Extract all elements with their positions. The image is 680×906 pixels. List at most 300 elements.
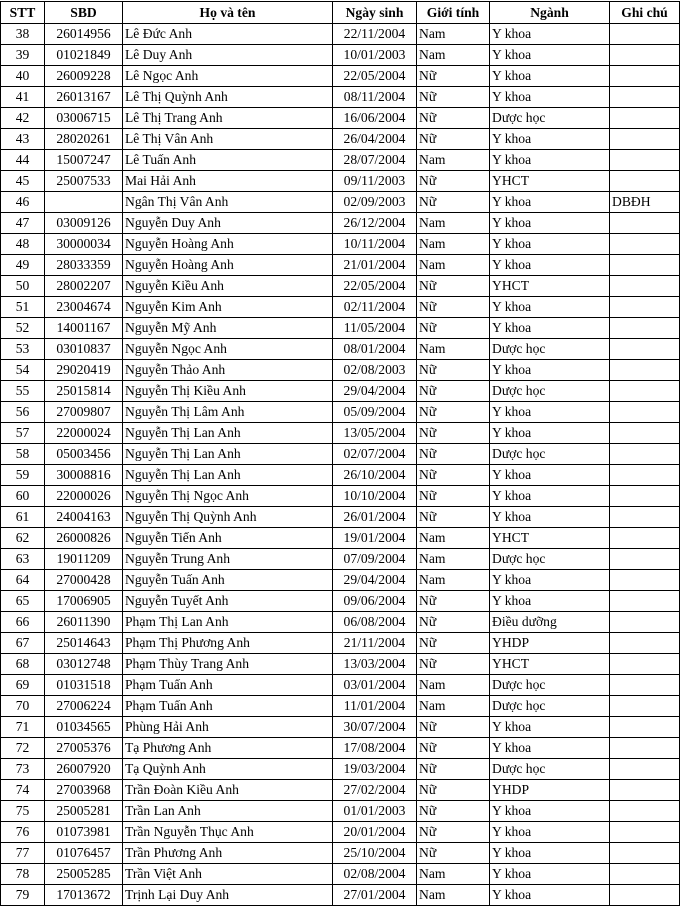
- header-major: Ngành: [490, 2, 610, 24]
- cell-major: Y khoa: [490, 843, 610, 864]
- cell-note: [610, 66, 680, 87]
- cell-sbd: 25005281: [45, 801, 123, 822]
- table-row: [1, 591, 680, 612]
- cell-full-name: Trần Phương Anh: [123, 843, 333, 864]
- table-row: [1, 801, 680, 822]
- cell-stt: 39: [1, 45, 45, 66]
- table-row: [1, 318, 680, 339]
- cell-full-name: Tạ Quỳnh Anh: [123, 759, 333, 780]
- cell-full-name: Nguyễn Ngọc Anh: [123, 339, 333, 360]
- cell-note: [610, 549, 680, 570]
- table-row: [1, 423, 680, 444]
- cell-birth-date: 06/08/2004: [333, 612, 417, 633]
- cell-note: [610, 444, 680, 465]
- cell-birth-date: 26/04/2004: [333, 129, 417, 150]
- table-row: [1, 780, 680, 801]
- cell-birth-date: 27/01/2004: [333, 885, 417, 906]
- cell-sbd: 01021849: [45, 45, 123, 66]
- cell-sbd: 28020261: [45, 129, 123, 150]
- cell-birth-date: 17/08/2004: [333, 738, 417, 759]
- cell-sbd: 01034565: [45, 717, 123, 738]
- cell-sbd: 26013167: [45, 87, 123, 108]
- cell-full-name: Lê Thị Quỳnh Anh: [123, 87, 333, 108]
- cell-sbd: 26000826: [45, 528, 123, 549]
- cell-stt: 73: [1, 759, 45, 780]
- cell-birth-date: 07/09/2004: [333, 549, 417, 570]
- cell-major: Y khoa: [490, 45, 610, 66]
- cell-sbd: 28002207: [45, 276, 123, 297]
- cell-stt: 70: [1, 696, 45, 717]
- cell-full-name: Lê Duy Anh: [123, 45, 333, 66]
- cell-stt: 51: [1, 297, 45, 318]
- cell-note: [610, 759, 680, 780]
- cell-gender: Nữ: [417, 801, 490, 822]
- cell-full-name: Phạm Thùy Trang Anh: [123, 654, 333, 675]
- table-row: [1, 108, 680, 129]
- cell-gender: Nữ: [417, 591, 490, 612]
- table-row: [1, 297, 680, 318]
- cell-major: Y khoa: [490, 24, 610, 45]
- cell-full-name: Nguyễn Thảo Anh: [123, 360, 333, 381]
- table-row: [1, 570, 680, 591]
- cell-sbd: 05003456: [45, 444, 123, 465]
- cell-gender: Nữ: [417, 318, 490, 339]
- cell-gender: Nữ: [417, 780, 490, 801]
- cell-full-name: Nguyễn Thị Lan Anh: [123, 444, 333, 465]
- cell-major: YHCT: [490, 654, 610, 675]
- cell-stt: 55: [1, 381, 45, 402]
- cell-birth-date: 09/11/2003: [333, 171, 417, 192]
- cell-full-name: Trần Nguyễn Thục Anh: [123, 822, 333, 843]
- cell-birth-date: 26/01/2004: [333, 507, 417, 528]
- table-row: [1, 381, 680, 402]
- cell-gender: Nữ: [417, 297, 490, 318]
- cell-gender: Nữ: [417, 402, 490, 423]
- cell-full-name: Nguyễn Thị Quỳnh Anh: [123, 507, 333, 528]
- cell-birth-date: 28/07/2004: [333, 150, 417, 171]
- cell-note: [610, 255, 680, 276]
- cell-full-name: Nguyễn Tuấn Anh: [123, 570, 333, 591]
- cell-major: Dược học: [490, 759, 610, 780]
- cell-gender: Nữ: [417, 822, 490, 843]
- table-row: [1, 885, 680, 906]
- cell-birth-date: 19/01/2004: [333, 528, 417, 549]
- cell-stt: 69: [1, 675, 45, 696]
- cell-birth-date: 13/05/2004: [333, 423, 417, 444]
- cell-note: DBĐH: [610, 192, 680, 213]
- cell-sbd: 01073981: [45, 822, 123, 843]
- cell-birth-date: 29/04/2004: [333, 381, 417, 402]
- cell-full-name: Phạm Tuấn Anh: [123, 675, 333, 696]
- cell-gender: Nữ: [417, 66, 490, 87]
- cell-gender: Nữ: [417, 507, 490, 528]
- cell-stt: 58: [1, 444, 45, 465]
- table-row: [1, 843, 680, 864]
- cell-major: Dược học: [490, 108, 610, 129]
- cell-sbd: 25007533: [45, 171, 123, 192]
- table-row: [1, 507, 680, 528]
- cell-full-name: Trần Việt Anh: [123, 864, 333, 885]
- cell-stt: 76: [1, 822, 45, 843]
- cell-full-name: Nguyễn Thị Lan Anh: [123, 423, 333, 444]
- cell-full-name: Lê Thị Vân Anh: [123, 129, 333, 150]
- table-row: [1, 66, 680, 87]
- table-row: [1, 675, 680, 696]
- cell-gender: Nam: [417, 885, 490, 906]
- cell-full-name: Nguyễn Thị Lâm Anh: [123, 402, 333, 423]
- cell-gender: Nữ: [417, 192, 490, 213]
- cell-stt: 62: [1, 528, 45, 549]
- cell-full-name: Tạ Phương Anh: [123, 738, 333, 759]
- cell-note: [610, 465, 680, 486]
- cell-gender: Nữ: [417, 717, 490, 738]
- cell-birth-date: 10/11/2004: [333, 234, 417, 255]
- cell-note: [610, 801, 680, 822]
- cell-sbd: 19011209: [45, 549, 123, 570]
- cell-sbd: 22000024: [45, 423, 123, 444]
- cell-major: Y khoa: [490, 570, 610, 591]
- cell-note: [610, 423, 680, 444]
- cell-full-name: Nguyễn Thị Ngọc Anh: [123, 486, 333, 507]
- table-row: [1, 654, 680, 675]
- cell-stt: 59: [1, 465, 45, 486]
- cell-birth-date: 02/11/2004: [333, 297, 417, 318]
- cell-stt: 45: [1, 171, 45, 192]
- cell-birth-date: 21/11/2004: [333, 633, 417, 654]
- cell-full-name: Trần Đoàn Kiều Anh: [123, 780, 333, 801]
- cell-gender: Nữ: [417, 108, 490, 129]
- cell-birth-date: 08/01/2004: [333, 339, 417, 360]
- cell-major: Dược học: [490, 339, 610, 360]
- cell-sbd: 26009228: [45, 66, 123, 87]
- cell-full-name: Lê Ngọc Anh: [123, 66, 333, 87]
- cell-stt: 42: [1, 108, 45, 129]
- header-row: [1, 2, 680, 24]
- cell-gender: Nam: [417, 528, 490, 549]
- cell-major: Y khoa: [490, 423, 610, 444]
- cell-note: [610, 822, 680, 843]
- cell-major: YHCT: [490, 276, 610, 297]
- cell-gender: Nam: [417, 864, 490, 885]
- cell-stt: 64: [1, 570, 45, 591]
- cell-gender: Nam: [417, 549, 490, 570]
- cell-gender: Nam: [417, 24, 490, 45]
- table-row: [1, 87, 680, 108]
- cell-stt: 50: [1, 276, 45, 297]
- cell-major: Y khoa: [490, 87, 610, 108]
- cell-sbd: 25014643: [45, 633, 123, 654]
- cell-sbd: 27006224: [45, 696, 123, 717]
- cell-note: [610, 843, 680, 864]
- header-note: Ghi chú: [610, 2, 680, 24]
- cell-major: Y khoa: [490, 885, 610, 906]
- table-row: [1, 45, 680, 66]
- cell-gender: Nữ: [417, 381, 490, 402]
- cell-major: Dược học: [490, 444, 610, 465]
- cell-sbd: 17006905: [45, 591, 123, 612]
- cell-birth-date: 26/12/2004: [333, 213, 417, 234]
- table-row: [1, 738, 680, 759]
- table-row: [1, 192, 680, 213]
- table-row: [1, 612, 680, 633]
- cell-major: Y khoa: [490, 150, 610, 171]
- cell-note: [610, 570, 680, 591]
- header-sbd: SBD: [45, 2, 123, 24]
- cell-major: Y khoa: [490, 717, 610, 738]
- cell-gender: Nữ: [417, 654, 490, 675]
- cell-sbd: 30008816: [45, 465, 123, 486]
- cell-note: [610, 45, 680, 66]
- cell-sbd: 29020419: [45, 360, 123, 381]
- cell-note: [610, 738, 680, 759]
- cell-birth-date: 02/08/2004: [333, 864, 417, 885]
- cell-stt: 68: [1, 654, 45, 675]
- table-row: [1, 360, 680, 381]
- cell-note: [610, 612, 680, 633]
- cell-sbd: 27005376: [45, 738, 123, 759]
- cell-birth-date: 20/01/2004: [333, 822, 417, 843]
- cell-gender: Nam: [417, 696, 490, 717]
- table-row: [1, 633, 680, 654]
- cell-gender: Nữ: [417, 423, 490, 444]
- cell-stt: 54: [1, 360, 45, 381]
- cell-birth-date: 27/02/2004: [333, 780, 417, 801]
- cell-major: Dược học: [490, 675, 610, 696]
- cell-note: [610, 276, 680, 297]
- cell-full-name: Lê Tuấn Anh: [123, 150, 333, 171]
- cell-gender: Nữ: [417, 759, 490, 780]
- cell-sbd: 24004163: [45, 507, 123, 528]
- cell-stt: 71: [1, 717, 45, 738]
- cell-gender: Nữ: [417, 612, 490, 633]
- cell-major: YHDP: [490, 780, 610, 801]
- cell-gender: Nữ: [417, 843, 490, 864]
- cell-full-name: Mai Hải Anh: [123, 171, 333, 192]
- cell-sbd: 23004674: [45, 297, 123, 318]
- cell-birth-date: 19/03/2004: [333, 759, 417, 780]
- cell-gender: Nữ: [417, 276, 490, 297]
- cell-note: [610, 297, 680, 318]
- cell-major: Y khoa: [490, 738, 610, 759]
- cell-note: [610, 339, 680, 360]
- cell-stt: 56: [1, 402, 45, 423]
- cell-full-name: Nguyễn Duy Anh: [123, 213, 333, 234]
- cell-gender: Nam: [417, 213, 490, 234]
- table-row: [1, 150, 680, 171]
- cell-birth-date: 08/11/2004: [333, 87, 417, 108]
- cell-birth-date: 16/06/2004: [333, 108, 417, 129]
- cell-note: [610, 528, 680, 549]
- cell-stt: 79: [1, 885, 45, 906]
- table-row: [1, 171, 680, 192]
- cell-major: Y khoa: [490, 402, 610, 423]
- cell-stt: 67: [1, 633, 45, 654]
- cell-stt: 46: [1, 192, 45, 213]
- cell-note: [610, 654, 680, 675]
- cell-note: [610, 675, 680, 696]
- cell-stt: 44: [1, 150, 45, 171]
- cell-gender: Nữ: [417, 444, 490, 465]
- cell-full-name: Trịnh Lại Duy Anh: [123, 885, 333, 906]
- cell-full-name: Nguyễn Thị Kiều Anh: [123, 381, 333, 402]
- cell-full-name: Nguyễn Tiến Anh: [123, 528, 333, 549]
- cell-sbd: 17013672: [45, 885, 123, 906]
- cell-stt: 65: [1, 591, 45, 612]
- cell-note: [610, 87, 680, 108]
- cell-note: [610, 780, 680, 801]
- table-row: [1, 444, 680, 465]
- cell-sbd: 25015814: [45, 381, 123, 402]
- table-row: [1, 822, 680, 843]
- table-row: [1, 129, 680, 150]
- cell-gender: Nữ: [417, 633, 490, 654]
- cell-gender: Nam: [417, 255, 490, 276]
- table-row: [1, 717, 680, 738]
- cell-stt: 49: [1, 255, 45, 276]
- cell-full-name: Nguyễn Hoàng Anh: [123, 255, 333, 276]
- table-row: [1, 234, 680, 255]
- cell-major: Y khoa: [490, 318, 610, 339]
- cell-major: Y khoa: [490, 360, 610, 381]
- cell-note: [610, 24, 680, 45]
- cell-stt: 61: [1, 507, 45, 528]
- cell-note: [610, 402, 680, 423]
- cell-sbd: 25005285: [45, 864, 123, 885]
- cell-sbd: 22000026: [45, 486, 123, 507]
- cell-note: [610, 633, 680, 654]
- cell-note: [610, 507, 680, 528]
- table-row: [1, 759, 680, 780]
- cell-birth-date: 05/09/2004: [333, 402, 417, 423]
- cell-stt: 53: [1, 339, 45, 360]
- cell-sbd: 27000428: [45, 570, 123, 591]
- cell-birth-date: 09/06/2004: [333, 591, 417, 612]
- cell-major: Dược học: [490, 696, 610, 717]
- cell-birth-date: 10/01/2003: [333, 45, 417, 66]
- cell-sbd: 03012748: [45, 654, 123, 675]
- cell-gender: Nữ: [417, 129, 490, 150]
- table-row: [1, 276, 680, 297]
- cell-sbd: 03009126: [45, 213, 123, 234]
- cell-full-name: Nguyễn Thị Lan Anh: [123, 465, 333, 486]
- cell-birth-date: 11/05/2004: [333, 318, 417, 339]
- cell-major: YHDP: [490, 633, 610, 654]
- cell-sbd: 01076457: [45, 843, 123, 864]
- cell-major: Y khoa: [490, 66, 610, 87]
- cell-gender: Nữ: [417, 486, 490, 507]
- cell-major: Y khoa: [490, 213, 610, 234]
- cell-stt: 66: [1, 612, 45, 633]
- cell-stt: 48: [1, 234, 45, 255]
- cell-note: [610, 486, 680, 507]
- cell-birth-date: 26/10/2004: [333, 465, 417, 486]
- cell-note: [610, 381, 680, 402]
- cell-birth-date: 02/07/2004: [333, 444, 417, 465]
- cell-sbd: 03010837: [45, 339, 123, 360]
- cell-major: Y khoa: [490, 129, 610, 150]
- cell-stt: 38: [1, 24, 45, 45]
- cell-full-name: Ngân Thị Vân Anh: [123, 192, 333, 213]
- cell-major: Y khoa: [490, 486, 610, 507]
- header-full-name: Họ và tên: [123, 2, 333, 24]
- cell-major: Điều dưỡng: [490, 612, 610, 633]
- table-row: [1, 465, 680, 486]
- cell-gender: Nữ: [417, 465, 490, 486]
- cell-stt: 43: [1, 129, 45, 150]
- cell-birth-date: 03/01/2004: [333, 675, 417, 696]
- cell-note: [610, 318, 680, 339]
- cell-major: Y khoa: [490, 465, 610, 486]
- cell-major: Y khoa: [490, 297, 610, 318]
- cell-major: Y khoa: [490, 822, 610, 843]
- cell-gender: Nam: [417, 570, 490, 591]
- cell-birth-date: 29/04/2004: [333, 570, 417, 591]
- table-row: [1, 255, 680, 276]
- cell-birth-date: 22/05/2004: [333, 66, 417, 87]
- table-row: [1, 549, 680, 570]
- cell-note: [610, 234, 680, 255]
- cell-full-name: Phạm Tuấn Anh: [123, 696, 333, 717]
- cell-birth-date: 11/01/2004: [333, 696, 417, 717]
- cell-full-name: Nguyễn Hoàng Anh: [123, 234, 333, 255]
- student-list-table: [0, 1, 680, 906]
- cell-sbd: 28033359: [45, 255, 123, 276]
- cell-major: Y khoa: [490, 507, 610, 528]
- cell-major: YHCT: [490, 528, 610, 549]
- cell-full-name: Lê Đức Anh: [123, 24, 333, 45]
- table-row: [1, 339, 680, 360]
- cell-major: Dược học: [490, 549, 610, 570]
- cell-sbd: 27003968: [45, 780, 123, 801]
- cell-gender: Nam: [417, 234, 490, 255]
- cell-full-name: Lê Thị Trang Anh: [123, 108, 333, 129]
- cell-note: [610, 717, 680, 738]
- table-row: [1, 213, 680, 234]
- cell-birth-date: 22/11/2004: [333, 24, 417, 45]
- cell-stt: 75: [1, 801, 45, 822]
- cell-major: Y khoa: [490, 192, 610, 213]
- cell-stt: 78: [1, 864, 45, 885]
- cell-sbd: 26014956: [45, 24, 123, 45]
- cell-sbd: [45, 192, 123, 213]
- header-gender: Giới tính: [417, 2, 490, 24]
- cell-full-name: Nguyễn Kiều Anh: [123, 276, 333, 297]
- cell-note: [610, 150, 680, 171]
- table-row: [1, 864, 680, 885]
- cell-birth-date: 21/01/2004: [333, 255, 417, 276]
- cell-stt: 74: [1, 780, 45, 801]
- cell-note: [610, 108, 680, 129]
- cell-major: Dược học: [490, 381, 610, 402]
- cell-stt: 60: [1, 486, 45, 507]
- cell-major: Y khoa: [490, 864, 610, 885]
- cell-note: [610, 213, 680, 234]
- cell-gender: Nữ: [417, 87, 490, 108]
- cell-note: [610, 591, 680, 612]
- cell-full-name: Nguyễn Tuyết Anh: [123, 591, 333, 612]
- cell-birth-date: 13/03/2004: [333, 654, 417, 675]
- cell-major: YHCT: [490, 171, 610, 192]
- cell-birth-date: 25/10/2004: [333, 843, 417, 864]
- table-row: [1, 486, 680, 507]
- cell-sbd: 14001167: [45, 318, 123, 339]
- cell-sbd: 27009807: [45, 402, 123, 423]
- cell-note: [610, 171, 680, 192]
- table-body: [1, 24, 680, 906]
- header-birth-date: Ngày sinh: [333, 2, 417, 24]
- cell-stt: 47: [1, 213, 45, 234]
- cell-stt: 72: [1, 738, 45, 759]
